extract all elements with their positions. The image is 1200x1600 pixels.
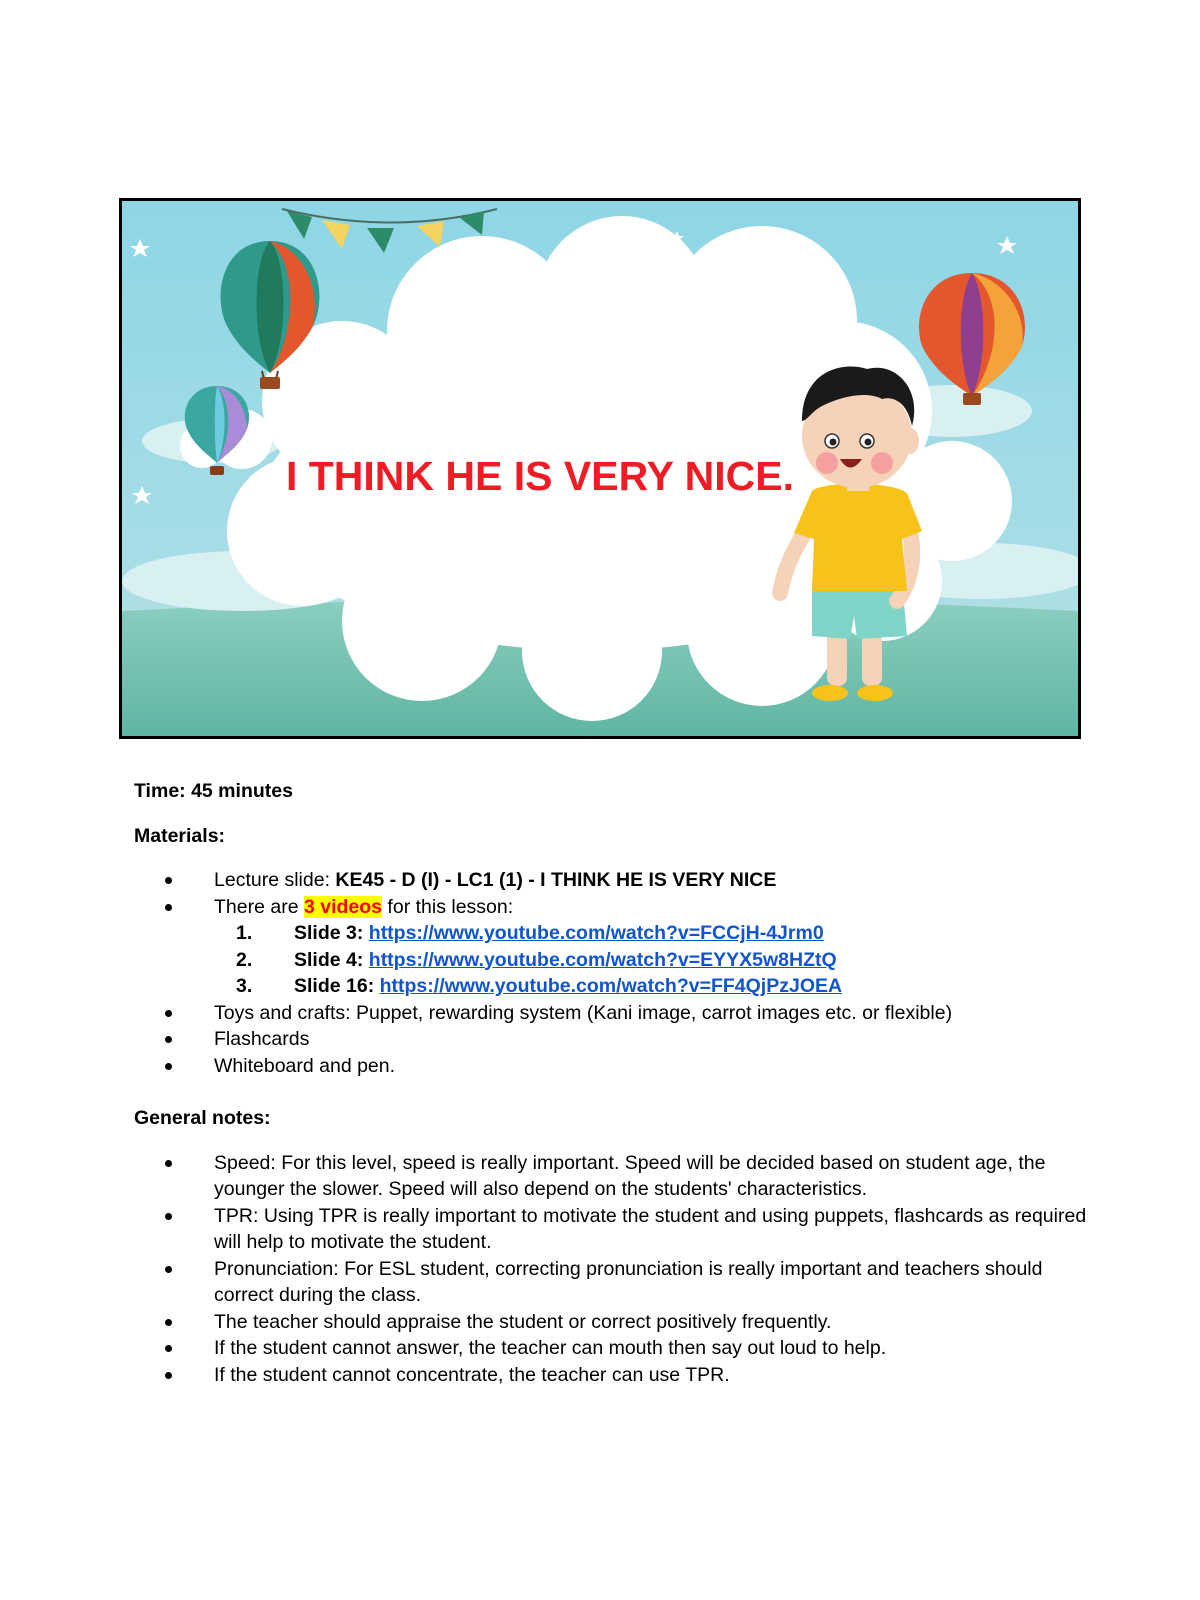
note-item (134, 1256, 1094, 1309)
materials-list (134, 867, 1094, 1079)
slide-title: I THINK HE IS VERY NICE. (285, 453, 795, 499)
video-number: 2. (236, 948, 253, 971)
bullet-icon (165, 1213, 172, 1220)
note-text: If the student cannot answer, the teacher can mouth then say out loud to help. (214, 1337, 887, 1359)
lesson-cover-slide (119, 198, 1081, 739)
materials-item-videos (134, 894, 1094, 1000)
time-label: Time: (134, 780, 186, 802)
video-number: 3. (236, 975, 253, 997)
bullet-icon (165, 1160, 172, 1167)
video-slide-ref: Slide 16: (294, 975, 375, 997)
bullet-icon (165, 904, 172, 911)
note-text: If the student cannot concentrate, the teacher can use TPR. (214, 1363, 730, 1386)
general-notes-list (134, 1150, 1094, 1389)
video-slide-ref: Slide 4: (294, 948, 364, 971)
video-item-2 (134, 947, 1094, 974)
bullet-icon (165, 1063, 172, 1070)
bullet-icon (165, 1266, 172, 1273)
videos-suffix: for this lesson: (382, 895, 514, 918)
lesson-plan-text (134, 778, 1094, 1388)
note-text: The teacher should appraise the student or correct positively frequently. (214, 1310, 832, 1333)
note-item (134, 1309, 1094, 1336)
video-slide-ref: Slide 3: (294, 922, 364, 944)
note-item (134, 1150, 1094, 1203)
video-item-3 (134, 973, 1094, 1000)
bullet-icon (165, 1372, 172, 1379)
bullet-icon (165, 1319, 172, 1326)
video-link[interactable]: https://www.youtube.com/watch?v=EYYX5w8HZtQ (368, 948, 837, 971)
time-value: 45 minutes (191, 780, 293, 802)
materials-item-whiteboard (134, 1053, 1094, 1080)
video-item-1 (134, 920, 1094, 947)
materials-item-toys (134, 1000, 1094, 1027)
bullet-icon (165, 1036, 172, 1043)
bullet-icon (165, 877, 172, 884)
note-item (134, 1203, 1094, 1256)
lecture-slide-name: KE45 - D (I) - LC1 (1) - I THINK HE IS VERY NICE (335, 869, 777, 891)
note-text: TPR: Using TPR is really important to motivate the student and using puppets, flashcards as required will help to motivate the student. (214, 1204, 1087, 1253)
materials-item-text: Whiteboard and pen. (214, 1054, 396, 1077)
slide-illustration (122, 201, 1078, 736)
note-text: Speed: For this level, speed is really important. Speed will be decided based on student age, the younger the slower. Speed will also depend on the students' characteristics. (214, 1151, 1046, 1200)
note-item (134, 1335, 1094, 1362)
materials-item-flashcards (134, 1026, 1094, 1053)
materials-item-text: Toys and crafts: Puppet, rewarding system (Kani image, carrot images etc. or flexible) (214, 1001, 953, 1024)
video-link[interactable]: https://www.youtube.com/watch?v=FCCjH-4Jrm0 (368, 922, 824, 944)
video-list (134, 920, 1094, 1000)
materials-item-text: Flashcards (214, 1028, 310, 1050)
note-item (134, 1362, 1094, 1389)
videos-prefix: There are (214, 895, 304, 918)
general-notes-heading: General notes: (134, 1107, 271, 1129)
bullet-icon (165, 1345, 172, 1352)
materials-heading: Materials: (134, 824, 226, 847)
videos-count-highlight: 3 videos (303, 895, 383, 918)
time-line (134, 778, 1094, 805)
lecture-prefix: Lecture slide: (214, 869, 336, 891)
materials-item-lecture (134, 867, 1094, 894)
video-link[interactable]: https://www.youtube.com/watch?v=FF4QjPzJOEA (379, 975, 843, 997)
note-text: Pronunciation: For ESL student, correcting pronunciation is really important and teachers should correct during the class. (214, 1257, 1043, 1306)
bullet-icon (165, 1010, 172, 1017)
video-number: 1. (236, 922, 253, 944)
